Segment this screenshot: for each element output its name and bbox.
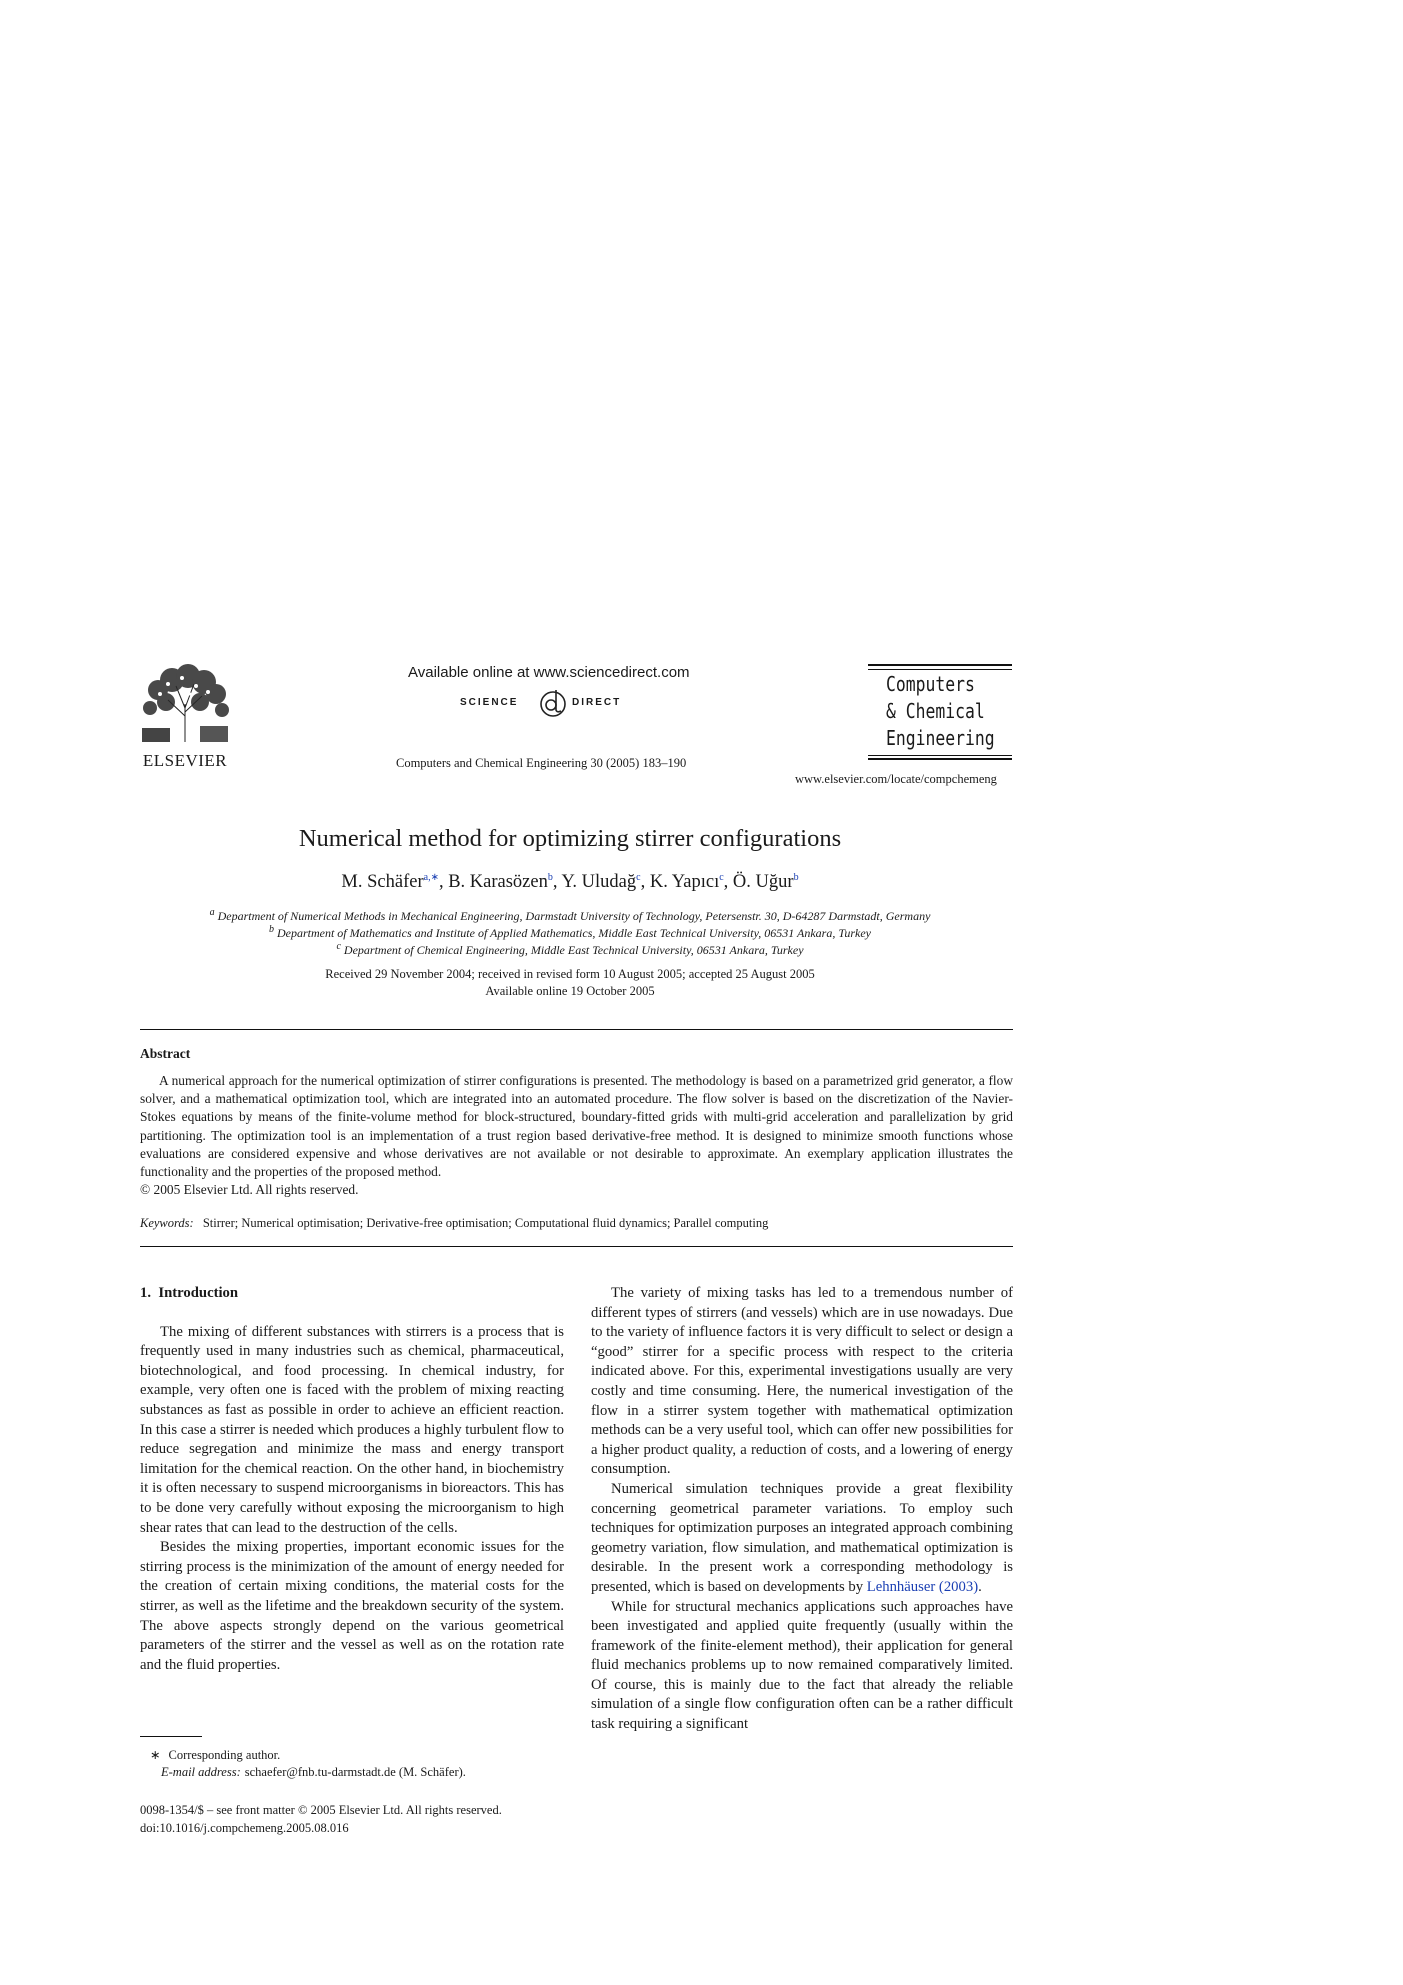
journal-logo-bottom-rule	[868, 755, 1012, 756]
citation-link[interactable]: Lehnhäuser (2003)	[866, 1578, 979, 1595]
footnote-corresponding: ∗ Corresponding author.	[150, 1748, 281, 1762]
paragraph: The variety of mixing tasks has led to a tremendous number of different types of stirrers (and vessels) which are in use nowadays. Due to the variety of influence factors it is very difficult to select or design a “good” stirrer for a specific process with respect to the criteria indicated above. For this, experimental investigations usually are very costly and time consuming. Here, the numerical investigation of the flow in a stirrer system together with mathematical optimization methods can be a very useful tool, which can offer new possibilities for a higher product quality, a reduction of costs, and a lowering of energy consumption.	[591, 1285, 1013, 1478]
abstract-top-rule	[140, 1029, 1013, 1030]
abstract-text	[140, 1072, 1013, 1199]
keywords-bottom-rule	[140, 1246, 1013, 1247]
journal-citation: Computers and Chemical Engineering 30 (2005) 183–190	[396, 756, 687, 770]
received-dates: Received 29 November 2004; received in revised form 10 August 2005; accepted 25 August 2005	[325, 967, 815, 981]
journal-logo-line-1: Computers	[886, 672, 975, 696]
keywords-list: Stirrer; Numerical optimisation; Derivative-free optimisation; Computational fluid dynamics; Parallel computing	[202, 1216, 769, 1230]
doi-line[interactable]: doi:10.1016/j.compchemeng.2005.08.016	[140, 1821, 349, 1835]
email-address[interactable]: schaefer@fnb.tu-darmstadt.de (M. Schäfer).	[244, 1765, 466, 1779]
right-column	[591, 1284, 1013, 1735]
author: K. Yapıcı$^c$	[649, 871, 724, 892]
left-column	[140, 1284, 564, 1675]
author: Ö. Uğur$^b$	[732, 871, 799, 892]
journal-logo	[868, 664, 1012, 764]
journal-logo-line-3: Engineering	[886, 726, 995, 750]
sciencedirect-logo	[460, 686, 650, 718]
journal-logo-line-2: & Chemical	[886, 699, 985, 723]
keywords	[140, 1216, 768, 1231]
elsevier-logo	[138, 664, 232, 770]
footnote-star: ∗	[150, 1748, 161, 1762]
keywords-label: Keywords:	[140, 1216, 194, 1230]
online-date: Available online 19 October 2005	[485, 984, 655, 998]
email-label: E-mail address:	[161, 1765, 241, 1779]
footnote-email	[161, 1765, 466, 1780]
journal-url[interactable]: www.elsevier.com/locate/compchemeng	[795, 772, 997, 786]
abstract-copyright: © 2005 Elsevier Ltd. All rights reserved.	[140, 1182, 359, 1198]
journal-logo-top-rule	[868, 664, 1012, 666]
elsevier-wordmark: ELSEVIER	[142, 751, 228, 770]
abstract-body: A numerical approach for the numerical optimization of stirrer configurations is presented. The methodology is based on a parametrized grid generator, a flow solver, and a mathematical optimization tool, which are integrated into an automated procedure. The flow solver is based on the discretization of the Navier-Stokes equations by means of the finite-volume method for block-structured, boundary-fitted grids with multi-grid acceleration and parallelization by grid partitioning. The optimization tool is an implementation of a trust region based derivative-free method. It is designed to minimize smooth functions whose evaluations are considered expensive and whose derivatives are not available or not desirable to approximate. An exemplary application illustrates the functionality and the properties of the proposed method.	[140, 1073, 1013, 1180]
paragraph: While for structural mechanics applications such approaches have been investigated and applied quite frequently (usually within the framework of the finite-element method), their application for general fluid mechanics problems up to now remained comparatively limited. Of course, this is mainly due to the fact that already the reliable simulation of a single flow configuration often can be a rather difficult task requiring a significant	[591, 1598, 1013, 1733]
sciencedirect-at-icon	[536, 686, 570, 718]
affiliation-a: $^a$ Department of Numerical Methods in Mechanical Engineering, Darmstadt University of Technology, Petersenstr. 30, D-64287 Darmstadt, Germany	[209, 907, 931, 923]
issn-line: 0098-1354/$ – see front matter © 2005 Elsevier Ltd. All rights reserved.	[140, 1803, 502, 1817]
paragraph: Besides the mixing properties, important economic issues for the stirring process is the minimization of the amount of energy needed for the creation of certain mixing conditions, the material costs for the stirrer, as well as the lifetime and the breakdown security of the system. The above aspects strongly depend on the various geometrical parameters of the stirrer and the vessel as well as on the rotation rate and the fluid properties.	[140, 1539, 564, 1673]
footnote-rule	[140, 1736, 202, 1737]
author: B. Karasözen$^b$	[448, 871, 553, 892]
affiliation-b: $^b$ Department of Mathematics and Institute of Applied Mathematics, Middle East Technical University, 06531 Ankara, Turkey	[268, 924, 872, 940]
elsevier-tree-icon	[138, 664, 232, 744]
journal-logo-bottom-rule-2	[868, 758, 1012, 760]
author: Y. Uludağ$^c$	[561, 871, 641, 892]
available-online-text[interactable]: Available online at www.sciencedirect.com	[408, 664, 690, 681]
affiliation-c: $^c$ Department of Chemical Engineering, Middle East Technical University, 06531 Ankara, Turkey	[336, 941, 804, 957]
paragraph: Numerical simulation techniques provide a great flexibility concerning geometrical parameter variations. To employ such techniques for optimization purposes an integrated approach combining geometry variation, flow simulation, and mathematical optimization is desirable. In the present work a corresponding methodology is presented, which is based on developments by Lehnhäuser (2003).	[591, 1480, 1013, 1595]
paper-title: Numerical method for optimizing stirrer configurations	[298, 825, 842, 852]
author: M. Schäfer$^{a,∗}$	[341, 871, 439, 892]
sciencedirect-left: SCIENCE	[460, 697, 519, 708]
author-list: M. Schäfer$^{a,∗}$, B. Karasözen$^b$, Y. Uludağ$^c$, K. Yapıcı$^c$, Ö. Uğur$^b$	[341, 871, 799, 892]
abstract-heading: Abstract	[140, 1046, 191, 1061]
sciencedirect-right: DIRECT	[572, 697, 622, 708]
journal-logo-top-rule-2	[868, 669, 1012, 670]
paragraph: The mixing of different substances with stirrers is a process that is frequently used in many industries such as chemical, pharmaceutical, biotechnological, and food processing. In chemical industry, for example, very often one is faced with the problem of mixing reacting substances as fast as possible in order to achieve an efficient reaction. In this case a stirrer is needed which produces a highly turbulent flow to reduce segregation and minimize the mass and energy transport limitation for the chemical reaction. On the other hand, in biochemistry it is often necessary to suspend microorganisms in bioreactors. This has to be done very carefully without exposing the microorganism to high shear rates that can lead to the destruction of the cells.	[140, 1323, 564, 1536]
section-heading: 1. Introduction	[140, 1285, 239, 1301]
